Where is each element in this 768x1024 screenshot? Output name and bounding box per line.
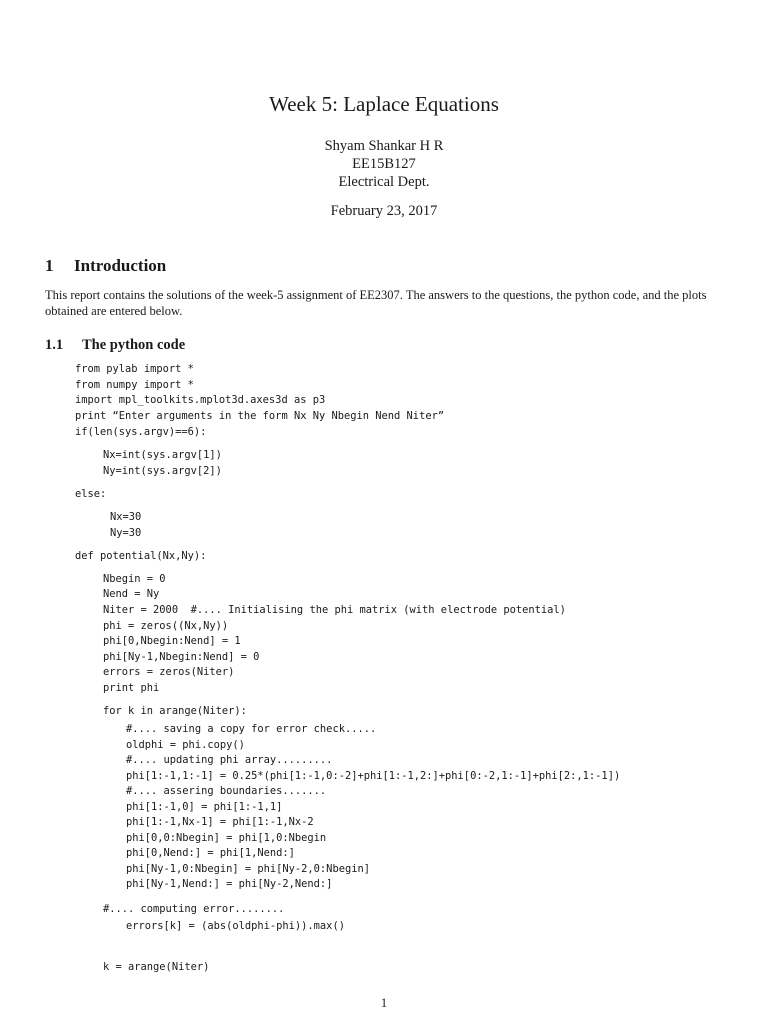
author-roll-number: EE15B127 — [352, 156, 416, 172]
page-number: 1 — [380, 996, 388, 1010]
code-line: Nx=int(sys.argv[1]) — [103, 449, 222, 461]
document-date: February 23, 2017 — [330, 203, 438, 219]
code-line: Ny=30 — [110, 527, 142, 539]
code-line: print “Enter arguments in the form Nx Ny Nbegin Nend Niter” — [75, 410, 445, 422]
author-block — [0, 137, 768, 191]
code-line: print phi — [103, 682, 160, 694]
code-line: #.... assering boundaries....... — [126, 785, 327, 797]
document-title: Week 5: Laplace Equations — [269, 92, 499, 116]
section-number: 1 — [45, 256, 54, 275]
code-line: phi[Ny-1,Nend:] = phi[Ny-2,Nend:] — [126, 878, 333, 890]
code-line: oldphi = phi.copy() — [126, 739, 245, 751]
code-line: else: — [75, 488, 107, 500]
code-line: phi[1:-1,1:-1] = 0.25*(phi[1:-1,0:-2]+phi[1:-1,2:]+phi[0:-2,1:-1]+phi[2:,1:-1]) — [126, 770, 621, 782]
code-line: errors = zeros(Niter) — [103, 666, 235, 678]
code-line: Ny=int(sys.argv[2]) — [103, 465, 222, 477]
author-department: Electrical Dept. — [338, 174, 430, 190]
subsection-heading-python-code — [45, 337, 185, 354]
code-line: import mpl_toolkits.mplot3d.axes3d as p3 — [75, 394, 326, 406]
code-line: if(len(sys.argv)==6): — [75, 426, 207, 438]
code-line: phi[Ny-1,Nbegin:Nend] = 0 — [103, 651, 260, 663]
code-line: errors[k] = (abs(oldphi-phi)).max() — [126, 920, 345, 932]
code-line: #.... computing error........ — [103, 903, 285, 915]
code-line: Nbegin = 0 — [103, 573, 166, 585]
code-line: phi[1:-1,0] = phi[1:-1,1] — [126, 801, 283, 813]
code-line: Nx=30 — [110, 511, 142, 523]
section-heading-introduction — [45, 256, 166, 276]
code-line: for k in arange(Niter): — [103, 705, 247, 717]
code-line: #.... updating phi array......... — [126, 754, 333, 766]
code-line: phi = zeros((Nx,Ny)) — [103, 620, 229, 632]
code-line: Nend = Ny — [103, 588, 160, 600]
code-line: from pylab import * — [75, 363, 194, 375]
code-line: k = arange(Niter) — [103, 961, 210, 973]
code-line: phi[Ny-1,0:Nbegin] = phi[Ny-2,0:Nbegin] — [126, 863, 370, 875]
subsection-title: The python code — [82, 337, 186, 353]
subsection-number: 1.1 — [45, 337, 64, 353]
author-name: Shyam Shankar H R — [324, 138, 444, 154]
code-line: phi[0,Nbegin:Nend] = 1 — [103, 635, 241, 647]
code-line: #.... saving a copy for error check..... — [126, 723, 377, 735]
code-line: phi[1:-1,Nx-1] = phi[1:-1,Nx-2 — [126, 816, 314, 828]
section-title: Introduction — [74, 256, 167, 275]
code-line: phi[0,0:Nbegin] = phi[1,0:Nbegin — [126, 832, 327, 844]
intro-paragraph: This report contains the solutions of the week-5 assignment of EE2307. The answers to the questions, the python code, and the plots obtained are entered below. — [45, 288, 707, 318]
code-line: from numpy import * — [75, 379, 194, 391]
code-line: def potential(Nx,Ny): — [75, 550, 207, 562]
code-line: Niter = 2000 #.... Initialising the phi matrix (with electrode potential) — [103, 604, 566, 616]
code-line: phi[0,Nend:] = phi[1,Nend:] — [126, 847, 295, 859]
